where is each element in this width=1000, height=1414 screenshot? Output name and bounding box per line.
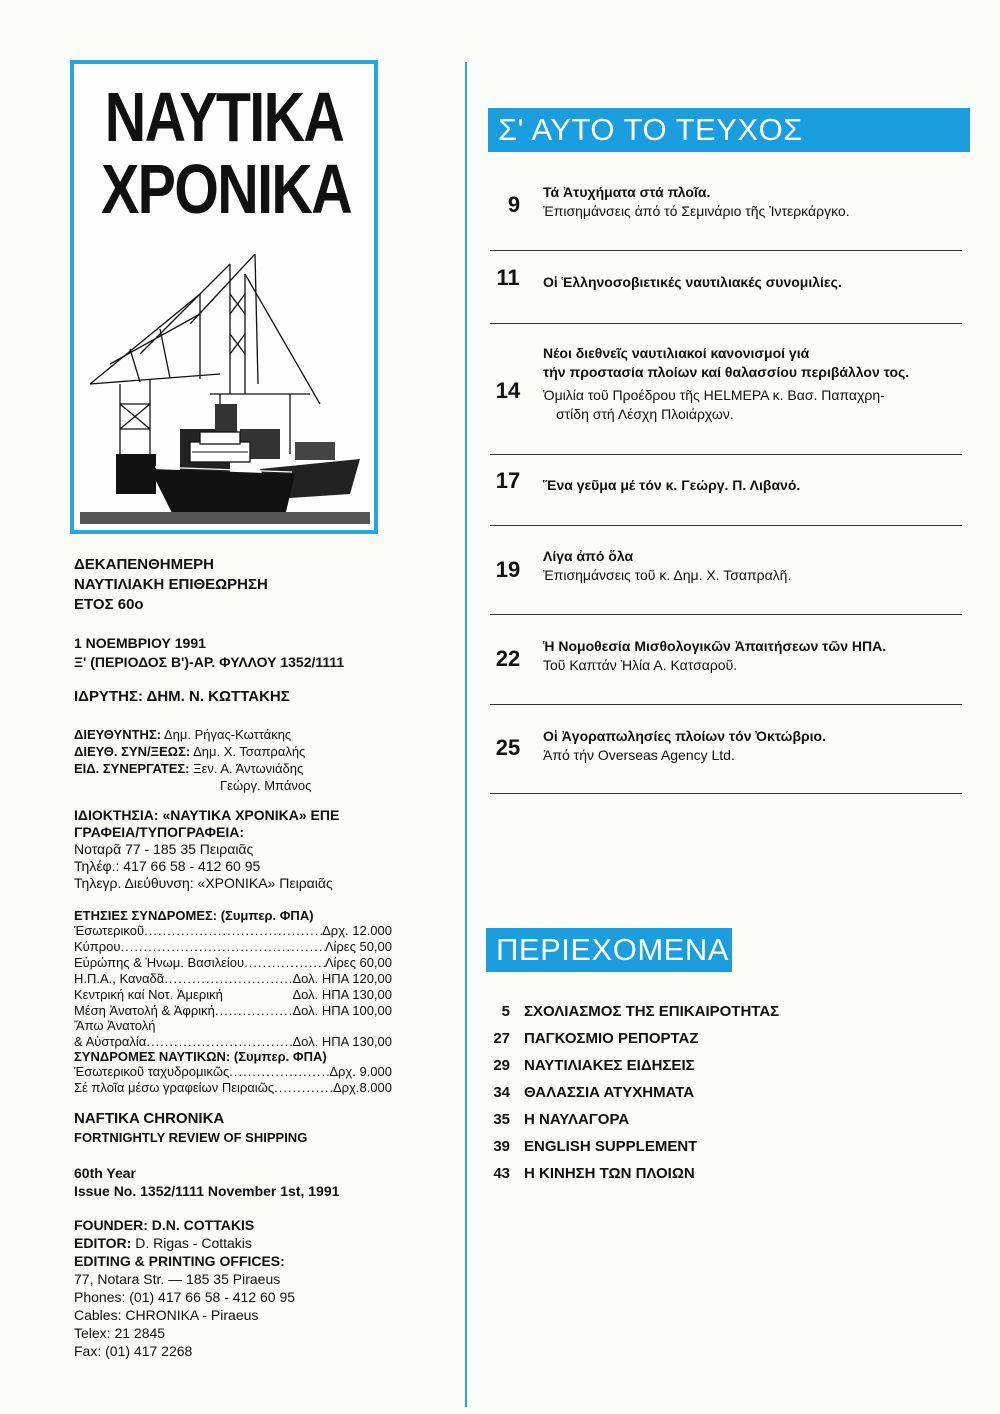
contents-page: 43 — [493, 1165, 510, 1182]
toc-line: Τά Ἀτυχήματα στά πλοῖα. — [543, 184, 711, 200]
director-label: ΔΙΕΥΘΥΝΤΗΣ: — [74, 727, 162, 742]
editor-name-greek: Δημ. Χ. Τσαπραλής — [193, 744, 306, 759]
toc-divider — [490, 614, 962, 615]
toc-line: Οἱ Ἀγοραπωλησίες πλοίων τόν Ὀκτώβριο. — [543, 728, 826, 744]
toc-divider — [490, 793, 962, 794]
contents-label: Η ΝΑΥΛΑΓΟΡΑ — [524, 1111, 630, 1128]
toc-line: τήν προστασία πλοίων καί θαλασσίου περιβάλλον τος. — [543, 364, 910, 380]
editor-label-greek: ΔΙΕΥΘ. ΣΥΝ/ΞΕΩΣ: — [74, 744, 191, 759]
english-founder: FOUNDER: D.N. COTTAKIS — [74, 1217, 255, 1233]
toc-line: Τοῦ Καπτάν Ἠλία Α. Κατσαροῦ. — [543, 657, 738, 673]
toc-page: 19 — [495, 557, 521, 582]
contents-page: 29 — [493, 1057, 510, 1074]
contributors-label: ΕΙΔ. ΣΥΝΕΡΓΑΤΕΣ: — [74, 761, 190, 776]
cover-title-line2: ΧΡΟΝΙΚΑ — [101, 150, 352, 228]
rate-label: Κύπρου — [74, 939, 121, 954]
rate-value: Δολ. ΗΠΑ 100,00 — [292, 1003, 392, 1018]
rate-label: Έσωτερικοῦ — [74, 923, 145, 938]
director-line — [74, 726, 291, 744]
english-issue: Issue No. 1352/1111 November 1st, 1991 — [74, 1183, 340, 1199]
contents-label: Η ΚΙΝΗΣΗ ΤΩΝ ΠΛΟΙΩΝ — [524, 1165, 695, 1182]
rate-label: Κεντρική καί Νοτ. Ἀμερική — [74, 987, 223, 1002]
toc-divider — [490, 704, 962, 705]
toc-line: στίδη στή Λέσχη Πλοιάρχων. — [556, 406, 734, 422]
rate-label: Εὐρώπης & Ἡνωμ. Βασιλείου — [74, 955, 245, 970]
toc-line: Λίγα ἀπό ὅλα — [543, 548, 634, 564]
phone-greek: Τηλέφ.: 417 66 58 - 412 60 95 — [74, 858, 261, 874]
toc-page: 25 — [495, 735, 521, 760]
toc-line: Ἐπισημάνσεις ἀπό τό Σεμινάριο τῆς Ἰντερκάργκο. — [543, 203, 850, 219]
masthead-year: ΕΤΟΣ 60ο — [74, 596, 144, 613]
toc-line: Νέοι διεθνεῖς ναυτιλιακοί κανονισμοί γιά — [543, 345, 810, 361]
contents-page: 35 — [493, 1111, 510, 1128]
rate-row — [74, 923, 392, 939]
rate-value: Δρχ. 12.000 — [322, 923, 392, 938]
cable-greek: Τηλεγρ. Διεύθυνση: «ΧΡΟΝΙΚΑ» Πειραιᾶς — [74, 875, 333, 891]
rate-row — [74, 971, 392, 987]
rate-value: Δολ. ΗΠΑ 130,00 — [292, 1034, 392, 1049]
founder-greek: ΙΔΡΥΤΗΣ: ΔΗΜ. Ν. ΚΩΤΤΑΚΗΣ — [74, 688, 290, 705]
contents-label: ENGLISH SUPPLEMENT — [524, 1138, 698, 1155]
toc-page: 17 — [495, 468, 521, 493]
issue-number: Ξ' (ΠΕΡΙΟΔΟΣ Β')-ΑΡ. ΦΥΛΛΟΥ 1352/1111 — [74, 654, 345, 670]
english-subtitle: FORTNIGHTLY REVIEW OF SHIPPING — [74, 1130, 308, 1145]
rate-row — [74, 1080, 392, 1096]
contents-label: ΘΑΛΑΣΣΙΑ ΑΤΥΧΗΜΑΤΑ — [524, 1084, 695, 1101]
ownership: ΙΔΙΟΚΤΗΣΙΑ: «ΝΑΥΤΙΚΑ ΧΡΟΝΙΚΑ» ΕΠΕ — [74, 807, 340, 823]
issue-date: 1 ΝΟΕΜΒΡΙΟΥ 1991 — [74, 635, 206, 651]
toc-divider — [490, 323, 962, 324]
english-title: NAFTIKA CHRONIKA — [74, 1110, 225, 1127]
rate-row — [74, 987, 392, 1003]
english-phones: Phones: (01) 417 66 58 - 412 60 95 — [74, 1289, 296, 1305]
masthead-line2: ΝΑΥΤΙΛΙΑΚΗ ΕΠΙΘΕΩΡΗΣΗ — [74, 576, 268, 593]
subscriptions-heading: ΕΤΗΣΙΕΣ ΣΥΝΔΡΟΜΕΣ: (Συμπερ. ΦΠΑ) — [74, 908, 314, 923]
toc-page: 14 — [495, 378, 521, 403]
contents-label: ΠΑΓΚΟΣΜΙΟ ΡΕΠΟΡΤΑΖ — [524, 1030, 699, 1047]
rate-label: Έσωτερικοῦ ταχυδρομικῶς — [74, 1064, 230, 1079]
issue-header: Σ' ΑΥΤΟ ΤΟ ΤΕΥΧΟΣ — [488, 108, 970, 152]
english-address: 77, Notara Str. — 185 35 Piraeus — [74, 1271, 281, 1287]
rate-value: Δρχ. 9.000 — [329, 1064, 392, 1079]
rate-label: Η.Π.Α., Καναδᾶ — [74, 971, 165, 986]
rate-value: Δρχ.8.000 — [332, 1080, 392, 1095]
contributor-1: Ξεν. Α. Άντωνιάδης — [193, 761, 304, 776]
contents-label: ΝΑΥΤΙΛΙΑΚΕΣ ΕΙΔΗΣΕΙΣ — [524, 1057, 695, 1074]
contents-page: 39 — [493, 1138, 510, 1155]
contents-header: ΠΕΡΙΕΧΟΜΕΝΑ — [486, 928, 732, 972]
toc-page: 22 — [495, 646, 521, 671]
contents-page: 34 — [493, 1084, 510, 1101]
address-greek: Νοταρᾶ 77 - 185 35 Πειραιᾶς — [74, 841, 254, 857]
toc-page: 9 — [507, 192, 521, 217]
offices-greek: ΓΡΑΦΕΙΑ/ΤΥΠΟΓΡΑΦΕΙΑ: — [74, 824, 244, 840]
toc-line: Ἀπό τήν Overseas Agency Ltd. — [543, 747, 735, 763]
english-offices: EDITING & PRINTING OFFICES: — [74, 1253, 285, 1269]
english-editor-name: D. Rigas - Cottakis — [135, 1235, 252, 1251]
english-year: 60th Year — [74, 1165, 137, 1181]
contributor-2: Γεώργ. Μπάνος — [220, 778, 312, 793]
magazine-cover — [70, 60, 378, 534]
toc-page: 11 — [496, 265, 520, 290]
english-telex: Telex: 21 2845 — [74, 1325, 166, 1341]
naval-subscriptions-heading: ΣΥΝΔΡΟΜΕΣ ΝΑΥΤΙΚΩΝ: (Συμπερ. ΦΠΑ) — [74, 1049, 327, 1064]
english-fax: Fax: (01) 417 2268 — [74, 1343, 193, 1359]
rate-value: Δολ. ΗΠΑ 130,00 — [292, 987, 392, 1002]
director-name: Δημ. Ρήγας-Κωττάκης — [163, 727, 292, 742]
rate-row — [74, 939, 392, 955]
english-editor-label: EDITOR: — [74, 1235, 132, 1251]
contents-label: ΣΧΟΛΙΑΣΜΟΣ ΤΗΣ ΕΠΙΚΑΙΡΟΤΗΤΑΣ — [524, 1003, 780, 1020]
rate-row — [74, 1003, 392, 1019]
toc-line: Ὁμιλία τοῦ Προέδρου τῆς HELMEPA κ. Βασ. Παπαχρη- — [543, 387, 885, 403]
rate-row — [74, 955, 392, 971]
far-east-label: Ἄπω Ἀνατολή — [74, 1018, 156, 1033]
masthead-line1: ΔΕΚΑΠΕΝΘΗΜΕΡΗ — [74, 556, 214, 573]
toc-divider — [490, 525, 962, 526]
rate-value: Λίρες 50,00 — [324, 939, 392, 954]
cover-title-line1: ΝΑΥΤΙΚΑ — [104, 78, 344, 156]
english-cables: Cables: CHRONIKA - Piraeus — [74, 1307, 259, 1323]
rate-label: Σέ πλοῖα μέσω γραφείων Πειραιῶς — [74, 1080, 275, 1095]
english-editor-line — [74, 1234, 252, 1252]
toc-line: Ἡ Νομοθεσία Μισθολογικῶν Ἀπαιτήσεων τῶν ΗΠΑ. — [543, 638, 887, 654]
rate-label: & Αὐστραλία — [74, 1034, 147, 1049]
contents-page: 5 — [501, 1003, 510, 1020]
rate-value: Λίρες 60,00 — [324, 955, 392, 970]
toc-divider — [490, 250, 962, 251]
contributors-line — [74, 760, 303, 778]
toc-line: Ἐπισημάνσεις τοῦ κ. Δημ. Χ. Τσαπραλῆ. — [543, 567, 792, 583]
toc-line: Οἱ Ἑλληνοσοβιετικές ναυτιλιακές συνομιλίες. — [543, 274, 842, 290]
toc-line: Ἕνα γεῦμα μέ τόν κ. Γεώργ. Π. Λιβανό. — [543, 477, 801, 493]
port-ship-illustration — [80, 254, 370, 524]
column-divider — [465, 62, 467, 1407]
toc-divider — [490, 454, 962, 455]
contents-page: 27 — [493, 1030, 510, 1047]
rate-value: Δολ. ΗΠΑ 120,00 — [292, 971, 392, 986]
rate-label: Μέση Ἀνατολή & Ἀφρική — [74, 1003, 215, 1018]
rate-row — [74, 1064, 392, 1080]
editor-line — [74, 743, 305, 761]
